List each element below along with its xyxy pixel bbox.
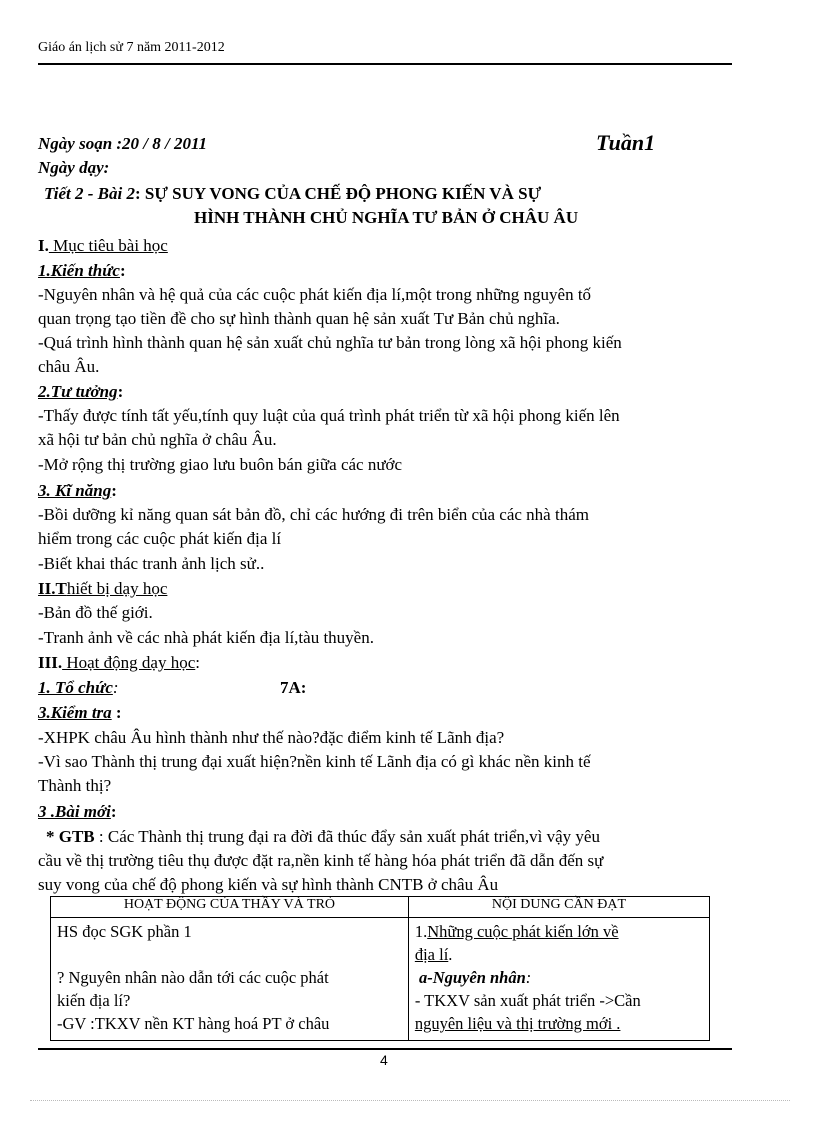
tochuc-heading: 1. Tổ chức: [38,678,119,697]
col1-line: kiến địa lí? [57,991,131,1010]
lesson-title-line2: HÌNH THÀNH CHỦ NGHĨA TƯ BẢN Ở CHÂU ÂU [194,208,579,227]
section1-heading [38,234,168,258]
col2-cell [408,918,709,1041]
col1-cell [51,918,409,1041]
kiemtra-line: -XHPK châu Âu hình thành như thế nào?đặc điểm kinh tế Lãnh địa? [38,728,505,747]
section3-num: III. [38,653,63,672]
kinang-line: hiểm trong các cuộc phát kiến địa lí [38,529,282,548]
table-row [51,918,710,1041]
kienthuc-heading: 1.Kiến thức: [38,261,126,280]
col2-line: - TKXV sản xuất phát triển ->Cần [414,991,641,1010]
col1-line: HS đọc SGK phần 1 [57,922,192,941]
kiemtra-line: -Vì sao Thành thị trung đại xuất hiện?nền kinh tế Lãnh địa có gì khác nền kinh tế [38,752,591,771]
kinang-label: 3. Kĩ năng [38,481,112,500]
gtb-label: * GTB [46,827,95,846]
page-edge-dots [30,1100,790,1101]
tutuong-line: -Mở rộng thị trường giao lưu buôn bán giữa các nước [38,455,403,474]
tochuc-label: 1. Tổ chức [38,678,113,697]
section2-heading [38,577,167,601]
col1-header: HOẠT ĐỘNG CỦA THẦY VÀ TRÒ [51,897,409,918]
col2-num: 1. [414,922,428,941]
section1-title: Mục tiêu bài học [48,236,168,255]
gtb-line [46,825,600,849]
section2-num: II. [38,579,56,598]
tiet-label: Tiết 2 - [44,184,94,203]
section2-title: hiết bị dạy học [66,579,168,598]
col2-heading [415,920,703,943]
tutuong-heading: 2.Tư tưởng: [38,382,124,401]
col2-heading-text: Những cuộc phát kiến lớn về [427,922,619,941]
col1-line: ? Nguyên nhân nào dẫn tới các cuộc phát [57,968,329,987]
col2-header: NỘI DUNG CẦN ĐẠT [408,897,709,918]
document-header: Giáo án lịch sử 7 năm 2011-2012 [38,40,225,55]
kinang-line: -Biết khai thác tranh ảnh lịch sử.. [38,554,265,573]
tuan-label: Tuần1 [596,130,656,155]
kienthuc-line: châu Âu. [38,357,100,376]
col1-line [57,943,402,966]
footer-rule [38,1048,732,1050]
ngay-day: Ngày dạy: [38,158,110,177]
section2-line: -Bản đồ thế giới. [38,603,153,622]
baimoi-heading: 3 .Bài mới: [38,802,117,821]
kinang-heading: 3. Kĩ năng: [38,481,117,500]
col2-heading-cont: địa lí. [414,945,453,964]
header-rule [38,63,732,65]
baimoi-label: 3 .Bài mới [38,802,111,821]
activity-table [50,896,710,1041]
ngay-soan: Ngày soạn :20 / 8 / 2011 [38,134,208,153]
gtb-line: cầu về thị trường tiêu thụ được đặt ra,nền kinh tế hàng hóa phát triển đã dẫn đến sự [38,851,604,870]
col2-sub-label: a-Nguyên nhân [418,968,526,987]
section1-num: I. [38,236,49,255]
section3-title: Hoạt động dạy học [62,653,196,672]
kiemtra-label: 3.Kiểm tra [38,703,112,722]
kiemtra-line: Thành thị? [38,776,112,795]
kienthuc-line: -Quá trình hình thành quan hệ sản xuất chủ nghĩa tư bản trong lòng xã hội phong kiến [38,333,622,352]
kinang-line: -Bồi dưỡng kỉ năng quan sát bản đồ, chỉ các hướng đi trên biển của các nhà thám [38,505,589,524]
kienthuc-line: quan trọng tạo tiền đề cho sự hình thành quan hệ sản xuất Tư Bản chủ nghĩa. [38,309,560,328]
col2-heading-text2: địa lí [414,945,449,964]
page-number: 4 [380,1052,388,1068]
kienthuc-line: -Nguyên nhân và hệ quả của các cuộc phát kiến địa lí,một trong những nguyên tố [38,285,592,304]
tutuong-line: xã hội tư bản chủ nghĩa ở châu Âu. [38,430,277,449]
table-header-row [51,897,710,918]
kienthuc-label: 1.Kiến thức [38,261,120,280]
col1-line: -GV :TKXV nền KT hàng hoá PT ở châu [57,1014,330,1033]
tochuc-class: 7A: [280,678,307,697]
lesson-title-1: : SỰ SUY VONG CỦA CHẾ ĐỘ PHONG KIẾN VÀ SỰ [134,184,542,203]
gtb-text: : Các Thành thị trung đại ra đời đã thúc đẩy sản xuất phát triển,vì vậy yêu [94,827,600,846]
col2-subheading: a-Nguyên nhân: [418,968,532,987]
tutuong-line: -Thấy được tính tất yếu,tính quy luật của quá trình phát triển từ xã hội phong kiến lên [38,406,620,425]
bai-label: Bài 2 [97,184,135,203]
col2-line: nguyên liệu và thị trường mới . [414,1014,621,1033]
kiemtra-heading: 3.Kiểm tra : [38,703,122,722]
section2-first-letter: T [55,579,67,598]
lesson-title-line1 [44,182,541,206]
section3-heading: III. Hoạt động dạy học: [38,653,200,672]
gtb-line: suy vong của chế độ phong kiến và sự hình thành CNTB ở châu Âu [38,875,499,894]
section2-line: -Tranh ảnh về các nhà phát kiến địa lí,tàu thuyền. [38,628,374,647]
tutuong-label: 2.Tư tưởng [38,382,118,401]
